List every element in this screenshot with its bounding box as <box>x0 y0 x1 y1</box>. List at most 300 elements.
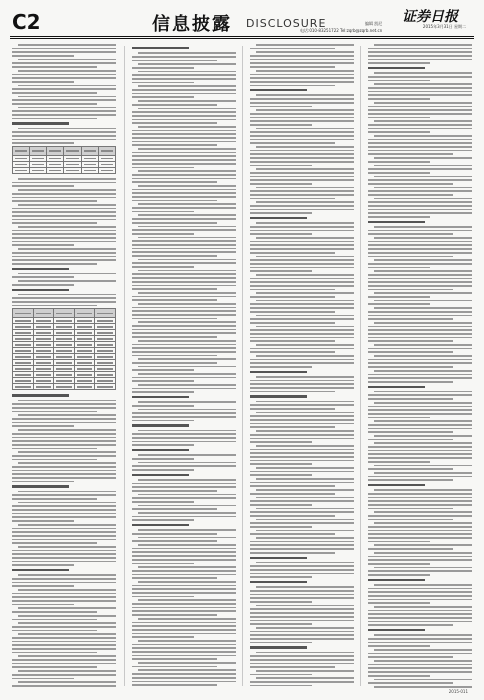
text-line <box>18 462 116 464</box>
text-line <box>18 226 116 228</box>
text-line <box>132 540 217 542</box>
text-line <box>132 281 236 283</box>
text-line <box>250 55 354 57</box>
text-line <box>374 679 472 681</box>
paragraph-heading <box>132 396 189 398</box>
text-line <box>368 51 472 53</box>
text-line <box>368 106 472 108</box>
text-line <box>368 417 430 419</box>
text-line <box>12 244 74 246</box>
text-line <box>374 198 472 200</box>
text-line <box>12 659 116 661</box>
text-line <box>368 326 472 328</box>
text-line <box>132 196 236 198</box>
text-line <box>368 621 472 623</box>
text-line <box>138 401 236 403</box>
text-line <box>12 473 116 475</box>
text-line <box>138 479 236 481</box>
text-line <box>132 629 236 631</box>
text-line <box>368 541 430 543</box>
text-line <box>250 157 354 159</box>
text-line <box>132 167 194 169</box>
text-line <box>368 453 472 455</box>
text-line <box>250 463 312 465</box>
text-line <box>138 303 236 305</box>
text-line <box>368 233 453 235</box>
text-line <box>132 67 194 69</box>
paragraph-heading <box>368 484 425 486</box>
paragraph-heading <box>132 524 189 526</box>
text-line <box>12 418 116 420</box>
text-line <box>18 85 116 87</box>
text-line <box>138 494 236 496</box>
text-line <box>12 142 74 144</box>
text-line <box>132 288 217 290</box>
text-line <box>250 515 335 517</box>
text-line <box>138 270 236 272</box>
table-row <box>13 384 116 390</box>
text-line <box>374 435 472 437</box>
text-line <box>374 237 472 239</box>
text-line <box>250 460 354 462</box>
text-line <box>12 611 97 613</box>
text-line <box>138 462 236 464</box>
text-line <box>250 423 354 425</box>
text-line <box>256 497 354 499</box>
text-line <box>250 663 354 665</box>
text-line <box>132 362 217 364</box>
text-line <box>256 237 354 239</box>
text-line <box>368 267 430 269</box>
text-line <box>250 135 354 137</box>
text-line <box>374 472 472 474</box>
text-line <box>12 118 97 120</box>
text-line <box>138 214 236 216</box>
text-line <box>132 666 217 668</box>
text-line <box>256 109 354 111</box>
text-line <box>368 675 430 677</box>
text-line <box>256 376 354 378</box>
text-line <box>12 62 116 64</box>
text-line <box>132 104 217 106</box>
text-line <box>250 522 354 524</box>
text-line <box>374 176 472 178</box>
text-line <box>250 544 354 546</box>
text-line <box>368 446 472 448</box>
text-line <box>132 178 236 180</box>
text-line <box>12 509 116 511</box>
text-line <box>368 519 453 521</box>
text-line <box>368 493 472 495</box>
text-line <box>250 194 354 196</box>
text-line <box>138 454 236 456</box>
text-line <box>132 533 217 535</box>
text-line <box>250 179 354 181</box>
text-line <box>374 72 472 74</box>
contact-info: 电话:010-83251722 Tel:zqrb@zqrb.net.cn <box>300 28 383 33</box>
text-line <box>12 411 97 413</box>
text-line <box>368 533 472 535</box>
text-line <box>132 388 236 390</box>
text-line <box>250 120 354 122</box>
masthead <box>0 0 484 40</box>
text-line <box>368 359 472 361</box>
text-line <box>368 394 472 396</box>
text-line <box>250 77 354 79</box>
text-line <box>132 441 236 443</box>
text-line <box>368 479 453 481</box>
text-line <box>256 326 354 328</box>
text-line <box>368 48 472 50</box>
text-line <box>12 92 97 94</box>
paragraph-heading <box>250 581 307 583</box>
text-line <box>256 670 354 672</box>
text-line <box>12 557 116 559</box>
text-line <box>132 380 194 382</box>
text-line <box>374 83 472 85</box>
text-line <box>132 673 236 675</box>
text-line <box>368 602 430 604</box>
text-line <box>374 344 472 346</box>
text-line <box>374 157 472 159</box>
text-line <box>250 311 335 313</box>
text-line <box>256 401 354 403</box>
text-line <box>374 44 472 46</box>
text-line <box>374 370 472 372</box>
text-line <box>12 674 116 676</box>
text-line <box>132 647 236 649</box>
text-line <box>18 273 116 275</box>
newspaper-logo: 证券日报 <box>402 9 458 25</box>
text-line <box>12 263 97 265</box>
text-line <box>368 230 472 232</box>
text-line <box>138 148 236 150</box>
text-line <box>132 285 236 287</box>
text-line <box>12 55 74 57</box>
table-cell <box>54 309 75 318</box>
text-line <box>250 380 354 382</box>
table-cell <box>13 384 34 390</box>
text-line <box>12 513 116 515</box>
text-line <box>250 500 354 502</box>
text-line <box>368 113 472 115</box>
text-line <box>368 256 453 258</box>
text-line <box>256 274 354 276</box>
text-line <box>250 153 354 155</box>
paragraph-heading <box>250 395 307 397</box>
text-line <box>12 585 74 587</box>
text-line <box>12 422 116 424</box>
paragraph-heading <box>368 629 425 631</box>
text-line <box>132 655 236 657</box>
text-line <box>18 615 116 617</box>
data-table <box>12 308 116 390</box>
text-line <box>368 179 472 181</box>
text-line <box>132 248 236 250</box>
text-line <box>138 512 236 514</box>
text-line <box>138 373 236 375</box>
text-line <box>374 270 472 272</box>
text-line <box>250 248 354 250</box>
text-line <box>374 391 472 393</box>
table-cell <box>54 384 75 390</box>
text-line <box>368 439 453 441</box>
text-line <box>374 634 472 636</box>
text-line <box>368 424 472 426</box>
text-line <box>138 185 236 187</box>
text-line <box>12 433 116 435</box>
text-line <box>132 684 217 686</box>
text-line <box>256 537 354 539</box>
text-line <box>250 296 335 298</box>
text-line <box>132 137 236 139</box>
text-line <box>250 150 354 152</box>
text-line <box>250 106 312 108</box>
text-line <box>250 244 354 246</box>
text-line <box>12 644 116 646</box>
text-line <box>12 678 74 680</box>
text-line <box>250 391 335 393</box>
text-line <box>138 226 236 228</box>
text-line <box>12 135 116 137</box>
text-line <box>250 620 354 622</box>
text-line <box>256 70 354 72</box>
text-line <box>12 528 116 530</box>
text-line <box>250 383 354 385</box>
text-line <box>368 617 472 619</box>
section-title: 信息披露 <box>152 14 232 35</box>
text-line <box>368 366 453 368</box>
text-line <box>374 606 472 608</box>
text-line <box>250 270 312 272</box>
paragraph-heading <box>250 371 307 373</box>
paragraph-heading <box>250 646 307 648</box>
text-line <box>256 586 354 588</box>
text-line <box>250 482 354 484</box>
text-line <box>132 296 236 298</box>
text-line <box>368 333 472 335</box>
document-number: 2015-011 <box>448 689 468 694</box>
text-line <box>12 131 116 133</box>
text-line <box>250 511 354 513</box>
text-line <box>368 638 472 640</box>
text-line <box>132 497 236 499</box>
text-line <box>250 608 354 610</box>
text-line <box>250 230 354 232</box>
paragraph-heading <box>12 268 69 270</box>
text-line <box>250 102 354 104</box>
text-line <box>132 369 194 371</box>
text-line <box>368 362 472 364</box>
text-line <box>12 630 97 632</box>
text-line <box>132 469 194 471</box>
text-line <box>368 285 472 287</box>
text-line <box>132 555 236 557</box>
text-line <box>12 648 116 650</box>
text-line <box>12 284 74 286</box>
text-line <box>250 98 354 100</box>
text-line <box>250 252 335 254</box>
text-line <box>250 359 354 361</box>
text-line <box>250 638 354 640</box>
text-line <box>138 544 236 546</box>
text-line <box>250 351 335 353</box>
table-row <box>13 309 116 318</box>
text-line <box>132 93 236 95</box>
text-line <box>256 489 354 491</box>
text-line <box>18 107 116 109</box>
text-line <box>250 205 354 207</box>
text-line <box>256 128 354 130</box>
text-line <box>256 94 354 96</box>
table-cell <box>64 147 81 156</box>
text-line <box>18 589 116 591</box>
text-line <box>132 277 236 279</box>
text-line <box>12 77 116 79</box>
text-line <box>256 677 354 679</box>
text-line <box>368 98 430 100</box>
text-line <box>132 240 236 242</box>
text-line <box>256 51 354 53</box>
paragraph-heading <box>12 569 69 571</box>
text-line <box>132 60 217 62</box>
text-line <box>138 340 236 342</box>
text-line <box>250 176 354 178</box>
text-line <box>250 666 335 668</box>
text-line <box>12 252 116 254</box>
text-line <box>132 677 236 679</box>
text-line <box>132 658 217 660</box>
text-line <box>132 332 236 334</box>
text-line <box>368 209 472 211</box>
text-column-1 <box>12 44 116 688</box>
text-column-4 <box>368 44 472 688</box>
text-line <box>368 190 472 192</box>
text-line <box>368 142 472 144</box>
text-line <box>12 233 116 235</box>
text-line <box>138 430 236 432</box>
paragraph-heading <box>250 557 307 559</box>
text-line <box>18 204 116 206</box>
text-line <box>138 537 236 539</box>
text-line <box>374 165 472 167</box>
text-line <box>368 146 472 148</box>
text-line <box>12 437 116 439</box>
text-line <box>132 181 217 183</box>
text-line <box>132 344 236 346</box>
text-line <box>374 402 472 404</box>
text-line <box>12 619 97 621</box>
text-line <box>256 222 354 224</box>
paragraph-heading <box>250 89 307 91</box>
text-line <box>138 85 236 87</box>
text-line <box>12 459 97 461</box>
text-line <box>138 52 236 54</box>
text-line <box>368 340 453 342</box>
text-line <box>132 588 236 590</box>
text-line <box>374 544 472 546</box>
table-row <box>13 168 116 174</box>
text-line <box>368 296 430 298</box>
text-line <box>12 637 116 639</box>
text-line <box>250 209 354 211</box>
text-line <box>132 412 236 414</box>
text-line <box>250 415 354 417</box>
text-line <box>250 48 335 50</box>
text-line <box>12 425 74 427</box>
text-line <box>368 624 453 626</box>
text-line <box>12 582 116 584</box>
table-cell <box>74 384 95 390</box>
text-line <box>374 135 472 137</box>
paragraph-heading <box>12 289 69 291</box>
text-line <box>132 207 236 209</box>
text-line <box>12 222 97 224</box>
text-line <box>12 531 116 533</box>
text-line <box>368 431 453 433</box>
text-line <box>132 174 236 176</box>
text-line <box>256 44 354 46</box>
text-line <box>132 433 236 435</box>
text-line <box>250 113 354 115</box>
text-line <box>132 592 236 594</box>
text-line <box>250 616 354 618</box>
text-line <box>368 91 472 93</box>
text-line <box>368 248 472 250</box>
text-line <box>132 633 236 635</box>
text-line <box>256 508 354 510</box>
text-line <box>12 481 74 483</box>
text-line <box>374 442 472 444</box>
paragraph-heading <box>368 221 425 223</box>
text-line <box>368 216 430 218</box>
text-line <box>12 301 116 303</box>
edition-info: 2015年3月31日 星期二 <box>422 24 466 29</box>
text-line <box>138 384 236 386</box>
text-line <box>250 85 335 87</box>
text-line <box>374 522 472 524</box>
text-line <box>12 600 116 602</box>
text-line <box>368 252 472 254</box>
table-cell <box>30 147 47 156</box>
text-line <box>250 161 354 163</box>
text-line <box>374 322 472 324</box>
text-line <box>132 351 236 353</box>
text-line <box>250 233 312 235</box>
text-line <box>12 230 116 232</box>
text-line <box>12 466 116 468</box>
text-line <box>12 561 116 563</box>
text-line <box>368 409 472 411</box>
text-line <box>132 551 236 553</box>
text-line <box>374 226 472 228</box>
text-line <box>374 355 472 357</box>
text-line <box>250 387 354 389</box>
text-line <box>132 310 236 312</box>
text-line <box>250 504 312 506</box>
text-line <box>368 559 472 561</box>
text-line <box>250 565 354 567</box>
text-line <box>368 610 472 612</box>
text-line <box>256 412 354 414</box>
text-line <box>368 574 430 576</box>
text-line <box>250 612 354 614</box>
text-line <box>138 640 236 642</box>
text-line <box>368 201 472 203</box>
text-line <box>12 193 116 195</box>
text-line <box>12 237 116 239</box>
text-line <box>256 315 354 317</box>
